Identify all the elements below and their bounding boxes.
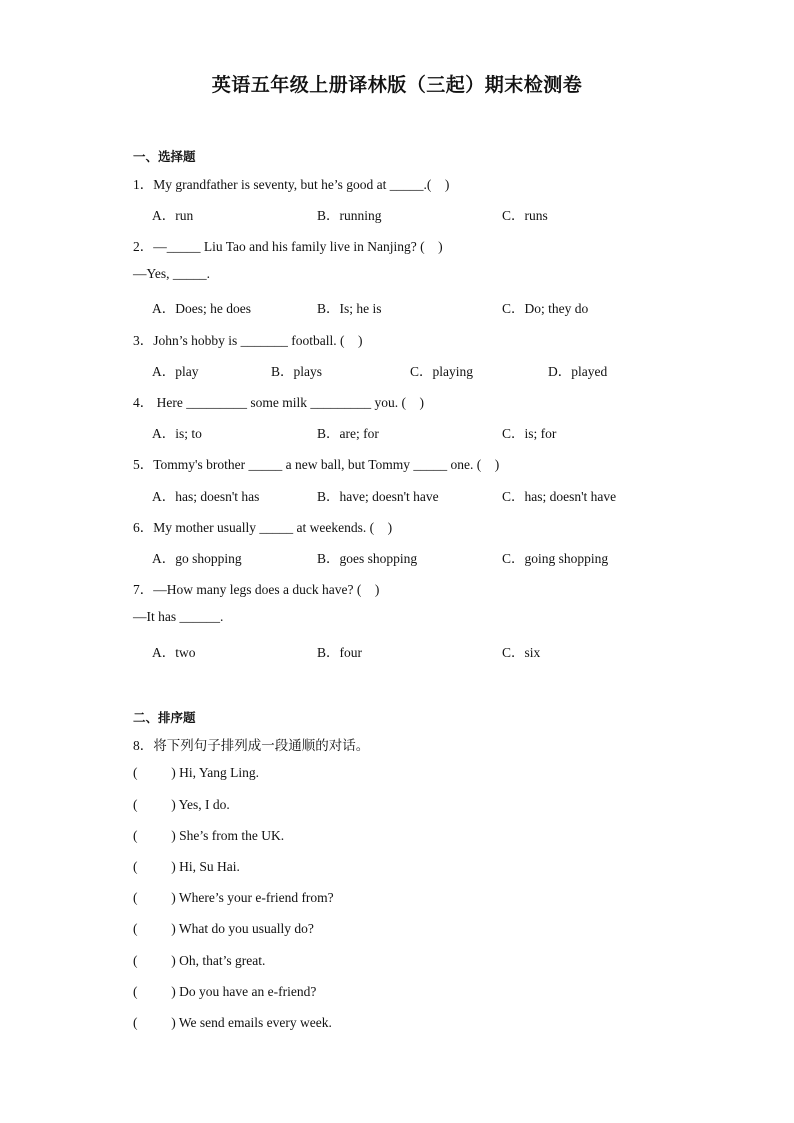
q5-option-c: C．has; doesn't have (502, 489, 617, 504)
q3-option-d: D．played (548, 364, 608, 379)
ordering-item: ( ) Do you have an e-friend? (133, 984, 317, 999)
q7-option-b: B．four (317, 645, 362, 660)
q4-option-b: B．are; for (317, 426, 379, 441)
q3-option-c: C．playing (410, 364, 473, 379)
ordering-item: ( ) Hi, Yang Ling. (133, 765, 260, 780)
q5-option-a: A．has; doesn't has (152, 489, 260, 504)
q3-option-b: B．plays (271, 364, 323, 379)
question-6-stem: 6．My mother usually _____ at weekends. ( ) (133, 520, 393, 535)
ordering-item: ( ) Oh, that’s great. (133, 953, 266, 968)
q7-option-c: C．six (502, 645, 541, 660)
question-8-instruction: 8．将下列句子排列成一段通顺的对话。 (133, 738, 370, 753)
question-5-stem: 5．Tommy's brother _____ a new ball, but Tommy _____ one. ( ) (133, 457, 500, 472)
q5-option-b: B．have; doesn't have (317, 489, 439, 504)
q2-option-b: B．Is; he is (317, 301, 382, 316)
q6-option-b: B．goes shopping (317, 551, 418, 566)
question-7-stem: 7．—How many legs does a duck have? ( ) (133, 582, 380, 597)
q2-option-c: C．Do; they do (502, 301, 589, 316)
ordering-item: ( ) What do you usually do? (133, 921, 314, 936)
q7-option-a: A．two (152, 645, 196, 660)
section-heading-choice: 一、选择题 (133, 149, 196, 164)
q4-option-a: A．is; to (152, 426, 202, 441)
ordering-item: ( ) Yes, I do. (133, 797, 230, 812)
question-1-stem: 1．My grandfather is seventy, but he’s good at _____.( ) (133, 177, 450, 192)
question-3-stem: 3．John’s hobby is _______ football. ( ) (133, 333, 363, 348)
ordering-item: ( ) Where’s your e-friend from? (133, 890, 334, 905)
q2-option-a: A．Does; he does (152, 301, 251, 316)
page-title: 英语五年级上册译林版（三起）期末检测卷 (211, 74, 583, 96)
question-2-stem: 2．—_____ Liu Tao and his family live in Nanjing? ( ) (133, 239, 443, 254)
ordering-item: ( ) She’s from the UK. (133, 828, 285, 843)
q6-option-a: A．go shopping (152, 551, 242, 566)
ordering-item: ( ) Hi, Su Hai. (133, 859, 240, 874)
q6-option-c: C．going shopping (502, 551, 609, 566)
section-heading-ordering: 二、排序题 (133, 710, 196, 725)
q1-option-b: B．running (317, 208, 382, 223)
q3-option-a: A．play (152, 364, 199, 379)
q4-option-c: C．is; for (502, 426, 557, 441)
q1-option-c: C．runs (502, 208, 548, 223)
question-2-response: —Yes, _____. (133, 266, 211, 281)
ordering-item: ( ) We send emails every week. (133, 1015, 332, 1030)
question-7-response: —It has ______. (133, 609, 224, 624)
question-4-stem: 4． Here _________ some milk _________ you. ( ) (133, 395, 424, 410)
q1-option-a: A．run (152, 208, 194, 223)
